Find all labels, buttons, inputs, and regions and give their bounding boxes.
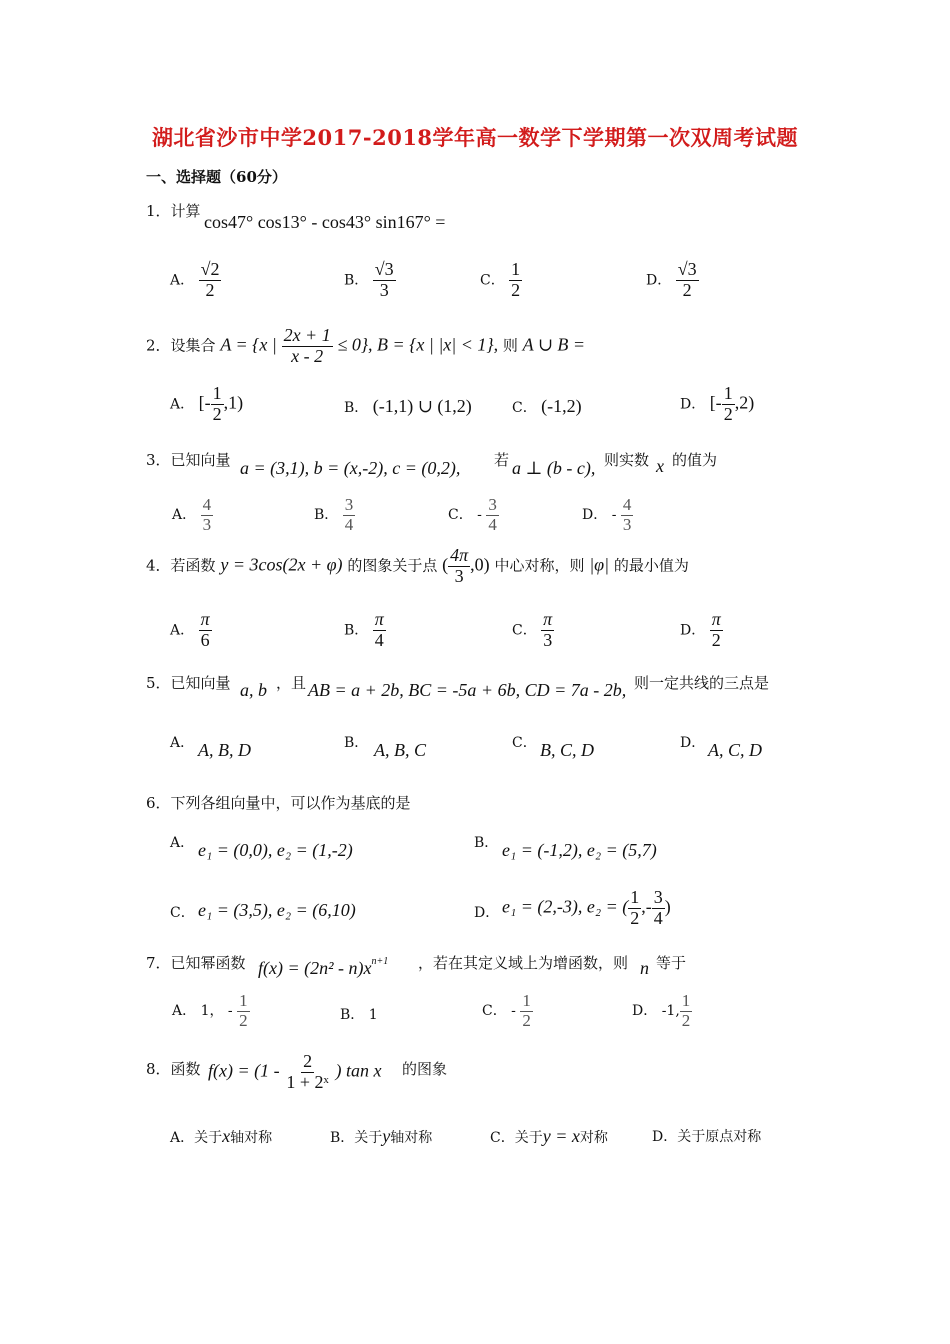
option-7b: B． 1 [340,1007,378,1023]
question-3-vectors: a = (3,1), b = (x,-2), c = (0,2), [240,458,461,478]
question-4: 4．若函数 y = 3cos(2x + φ) 的图象关于点 ( $\frac{4\pi}{3}$ ,0) 中心对称，则 |φ| 的最小值为 [146,545,689,586]
option-6c-value: e₁ = (3,5), e₂ = (6,10) [198,900,356,920]
option-5d: D． [680,735,706,751]
option-8a: A．关于x轴对称 [170,1126,273,1146]
question-1-expression: cos47° cos13° - cos43° sin167° = [204,212,446,232]
option-5a: A． [170,735,195,751]
question-2: 2．设集合 A = {x | $\frac{2x + 1}{x - 2}$ ≤ 0}, B = {x | |x| < 1}, 则 A ∪ B = [146,325,586,366]
question-5-vectors: AB = a + 2b, BC = -5a + 6b, CD = 7a - 2b, [308,680,627,700]
option-8b: B．关于y轴对称 [330,1126,433,1146]
option-1a: A． $\frac{√2}{2}$ [170,259,220,300]
option-2d: D． [- $\frac{1}{2}$ ,2) [680,383,755,424]
option-5a-value: A, B, D [198,740,251,760]
option-1d: D． $\frac{√3}{2}$ [646,259,697,300]
question-7-var: n [640,958,649,978]
option-6a: A． [170,835,195,851]
page-title: 湖北省沙市中学2017-2018学年高一数学下学期第一次双周考试题 [151,125,799,150]
option-5c: C． [512,735,537,751]
question-7-mid: ，若在其定义域上为增函数，则 [418,954,629,972]
question-5-vars: a, b [240,680,267,700]
question-3: 3．已知向量 [146,451,231,469]
option-3a: A． $\frac{4}{3}$ [172,495,212,534]
option-3b: B． $\frac{3}{4}$ [314,495,354,534]
question-5-and: ，且 [276,674,307,692]
question-8-function: f(x) = (1 - $\frac{2}{\text{1 + 2ˣ}}$ ) tan x [208,1051,382,1092]
option-7d: D． -1, $\frac{1}{2}$ [632,991,691,1030]
option-3c: C． - $\frac{3}{4}$ [448,495,497,534]
option-4c: C． $\frac{\pi}{3}$ [512,609,553,650]
question-1-stem: 1．计算 [146,202,201,220]
question-1 [146,200,201,221]
option-4a: A． $\frac{\pi}{6}$ [170,609,210,650]
option-6d: D． [474,905,500,921]
question-7-tail: 等于 [656,954,687,972]
question-5-tail: 则一定共线的三点是 [634,674,770,692]
option-6b-value: e₁ = (-1,2), e₂ = (5,7) [502,840,657,860]
option-5d-value: A, C, D [708,740,762,760]
option-7a: A． 1， - $\frac{1}{2}$ [172,991,248,1030]
question-8-tail: 的图象 [402,1060,448,1078]
option-7c: C． - $\frac{1}{2}$ [482,991,531,1030]
question-6: 6．下列各组向量中，可以作为基底的是 [146,794,411,812]
question-3-condition: a ⊥ (b - c), [512,458,596,478]
question-7: 7．已知幂函数 [146,954,246,972]
question-3-tail2: 的值为 [672,451,718,469]
question-3-tail: 则实数 [604,451,650,469]
question-5: 5．已知向量 [146,674,231,692]
section-heading: 一、选择题（60分） [146,168,287,186]
question-3-var: x [656,456,664,476]
question-2-fraction: $\frac{2x + 1}{x - 2}$ [283,325,331,366]
option-4b: B． $\frac{\pi}{4}$ [344,609,384,650]
question-3-if: 若 [494,451,510,469]
option-6c: C． [170,905,195,921]
option-2a: A． [- $\frac{1}{2}$ ,1) [170,383,244,424]
question-8: 8．函数 [146,1060,201,1078]
option-6b: B． [474,835,499,851]
option-8d: D．关于原点对称 [652,1129,762,1145]
option-5b-value: A, B, C [374,740,426,760]
option-2b: B． (-1,1) ∪ (1,2) [344,396,472,416]
option-4d: D． $\frac{\pi}{2}$ [680,609,721,650]
option-3d: D． - $\frac{4}{3}$ [582,495,632,534]
option-6d-value: e₁ = (2,-3), e₂ = ( $\frac{1}{2}$ ,- $\frac{3}{4}$ ) [502,887,671,928]
option-1b: B． $\frac{√3}{3}$ [344,259,394,300]
option-8c: C．关于y = x对称 [490,1126,608,1146]
question-7-function: $f(x) = (2n^2 - n)x^{n+1}$ [258,956,389,978]
option-2c: C． (-1,2) [512,396,582,416]
option-6a-value: e₁ = (0,0), e₂ = (1,-2) [198,840,353,860]
option-5b: B． [344,735,369,751]
option-1c: C． $\frac{1}{2}$ [480,259,521,300]
option-5c-value: B, C, D [540,740,594,760]
